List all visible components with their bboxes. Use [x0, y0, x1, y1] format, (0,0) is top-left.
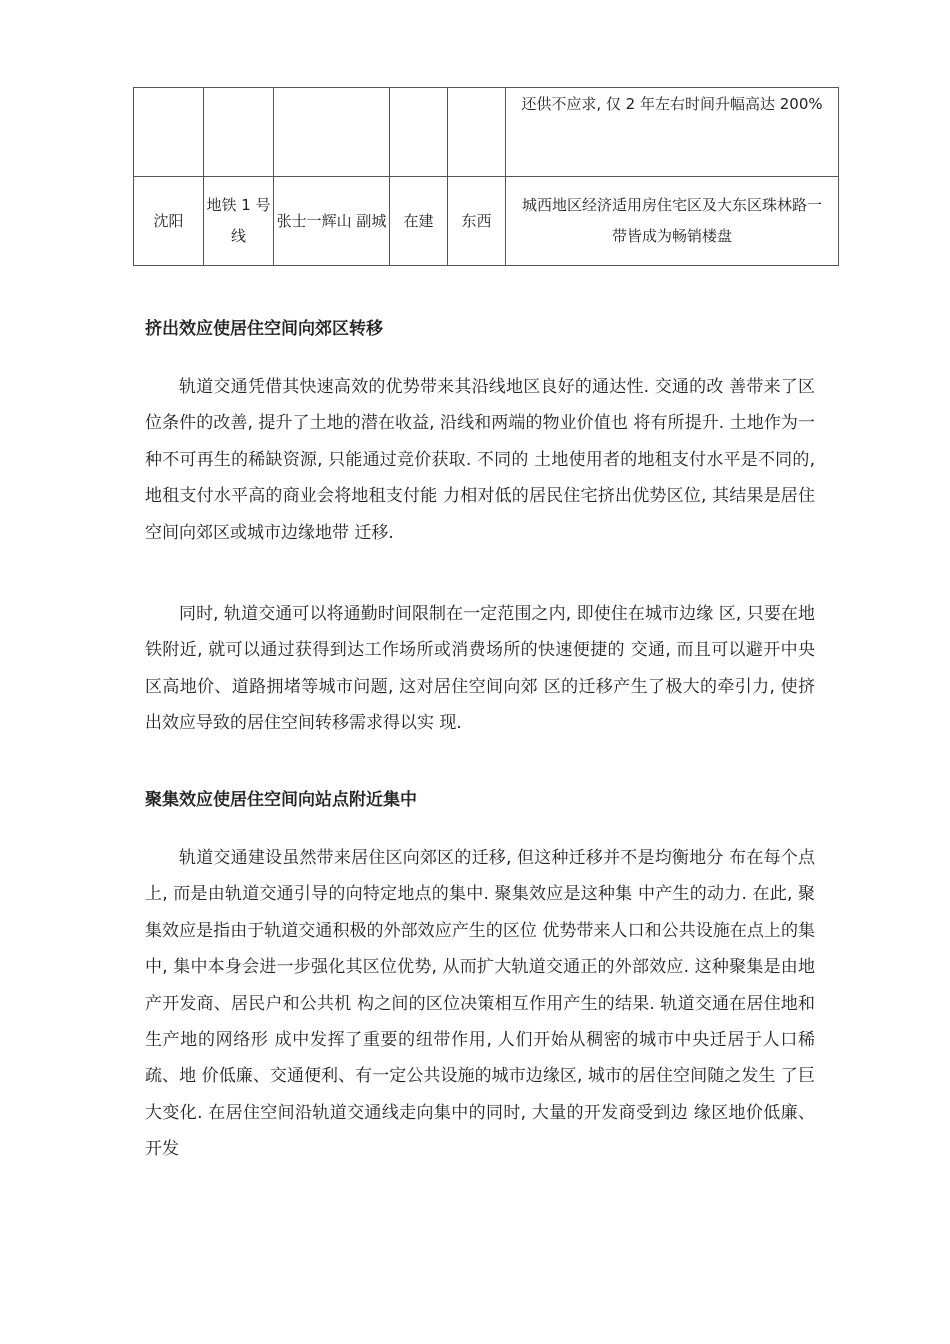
table-cell-effect: 还供不应求, 仅 2 年左右时间升幅高达 200%	[506, 88, 839, 177]
table-cell-effect: 城西地区经济适用房住宅区及大东区珠林路一带皆成为畅销楼盘	[506, 177, 839, 266]
section-heading: 挤出效应使居住空间向郊区转移	[145, 319, 383, 339]
table-cell	[134, 88, 204, 177]
table-cell-status: 在建	[390, 177, 448, 266]
table-cell-route: 张士一辉山 副城	[274, 177, 390, 266]
body-paragraph: 轨道交通建设虽然带来居住区向郊区的迁移, 但这种迁移并不是均衡地分 布在每个点上, 而是由轨道交通引导的向特定地点的集中. 聚集效应是这种集 中产生的动力. 在此, 聚集效应是指由于轨道交通积极的外部效应产生的区位 优势带来人口和公共设施在点上的集中, 集中本身会进一步强化其区位优势, 从而扩大轨道交通正的外部效应. 这种聚集是由地产开发商、居民户和公共机 构之间的区位决策相互作用产生的结果. 轨道交通在居住地和生产地的网络形 成中发挥了重要的纽带作用, 人们开始从稠密的城市中央迁居于人口稀疏、地 价低廉、交通便利、有一定公共设施的城市边缘区, 城市的居住空间随之发生 了巨大变化. 在居住空间沿轨道交通线走向集中的同时, 大量的开发商受到边 缘区地价低廉、开发	[145, 848, 815, 1160]
section-heading: 聚集效应使居住空间向站点附近集中	[145, 790, 417, 810]
table-cell-line: 地铁 1 号线	[204, 177, 274, 266]
table-row	[134, 88, 839, 177]
table-row	[134, 177, 839, 266]
body-paragraph: 同时, 轨道交通可以将通勤时间限制在一定范围之内, 即使住在城市边缘 区, 只要在地铁附近, 就可以通过获得到达工作场所或消费场所的快速便捷的 交通, 而且可以避开中央区高地价、道路拥堵等城市问题, 这对居住空间向郊 区的迁移产生了极大的牵引力, 使挤出效应导致的居住空间转移需求得以实 现.	[145, 604, 815, 734]
table-cell	[204, 88, 274, 177]
table-cell	[274, 88, 390, 177]
body-paragraph: 轨道交通凭借其快速高效的优势带来其沿线地区良好的通达性. 交通的改 善带来了区位条件的改善, 提升了土地的潜在收益, 沿线和两端的物业价值也 将有所提升. 土地作为一种不可再生的稀缺资源, 只能通过竞价获取. 不同的 土地使用者的地租支付水平是不同的, 地租支付水平高的商业会将地租支付能 力相对低的居民住宅挤出优势区位, 其结果是居住空间向郊区或城市边缘地带 迁移.	[145, 377, 815, 543]
table-cell	[448, 88, 506, 177]
table-cell	[390, 88, 448, 177]
table-cell-city: 沈阳	[134, 177, 204, 266]
transit-table	[133, 87, 839, 266]
table-cell-direction: 东西	[448, 177, 506, 266]
